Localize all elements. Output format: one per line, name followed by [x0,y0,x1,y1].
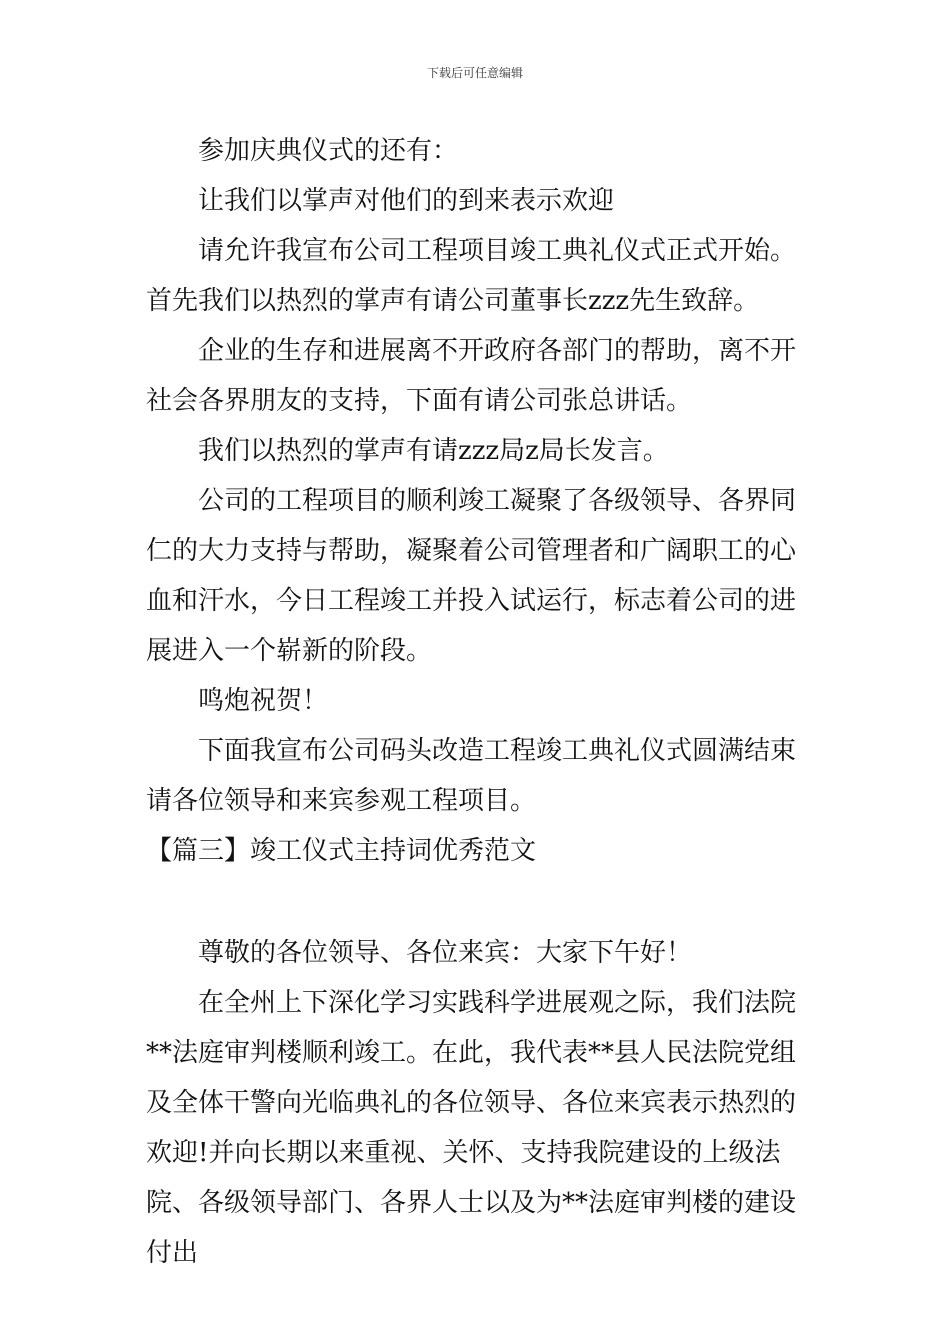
paragraph: 鸣炮祝贺！ [198,686,329,716]
paragraph: 公司的工程项目的顺利竣工凝聚了各级领导、各界同仁的大力支持与帮助，凝聚着公司管理者和广阔职工的心血和汗水，今日工程竣工并投入试运行，标志着公司的进展进入一个崭新的阶段。 [146,486,797,666]
document-body [146,126,808,1278]
paragraph: 尊敬的各位领导、各位来宾：大家下午好！ [198,938,693,968]
paragraph: 参加庆典仪式的还有： [198,136,459,166]
paragraph: 企业的生存和进展离不开政府各部门的帮助，离不开社会各界朋友的支持，下面有请公司张总讲话。 [146,336,797,416]
paragraph: 请允许我宣布公司工程项目竣工典礼仪式正式开始。首先我们以热烈的掌声有请公司董事长zzz先生致辞。 [146,236,797,316]
blank-line [146,876,808,928]
section-heading: 【篇三】竣工仪式主持词优秀范文 [146,836,537,866]
page-header-note: 下载后可任意编辑 [426,66,523,80]
paragraph: 在全州上下深化学习实践科学进展观之际，我们法院**法庭审判楼顺利竣工。在此，我代表**县人民法院党组及全体干警向光临典礼的各位领导、各位来宾表示热烈的欢迎!并向长期以来重视、关怀、支持我院建设的上级法院、各级领导部门、各界人士以及为**法庭审判楼的建设付出 [146,988,797,1268]
paragraph: 下面我宣布公司码头改造工程竣工典礼仪式圆满结束请各位领导和来宾参观工程项目。 [146,736,797,816]
paragraph: 我们以热烈的掌声有请zzz局z局长发言。 [198,436,669,466]
paragraph: 让我们以掌声对他们的到来表示欢迎 [198,186,615,216]
